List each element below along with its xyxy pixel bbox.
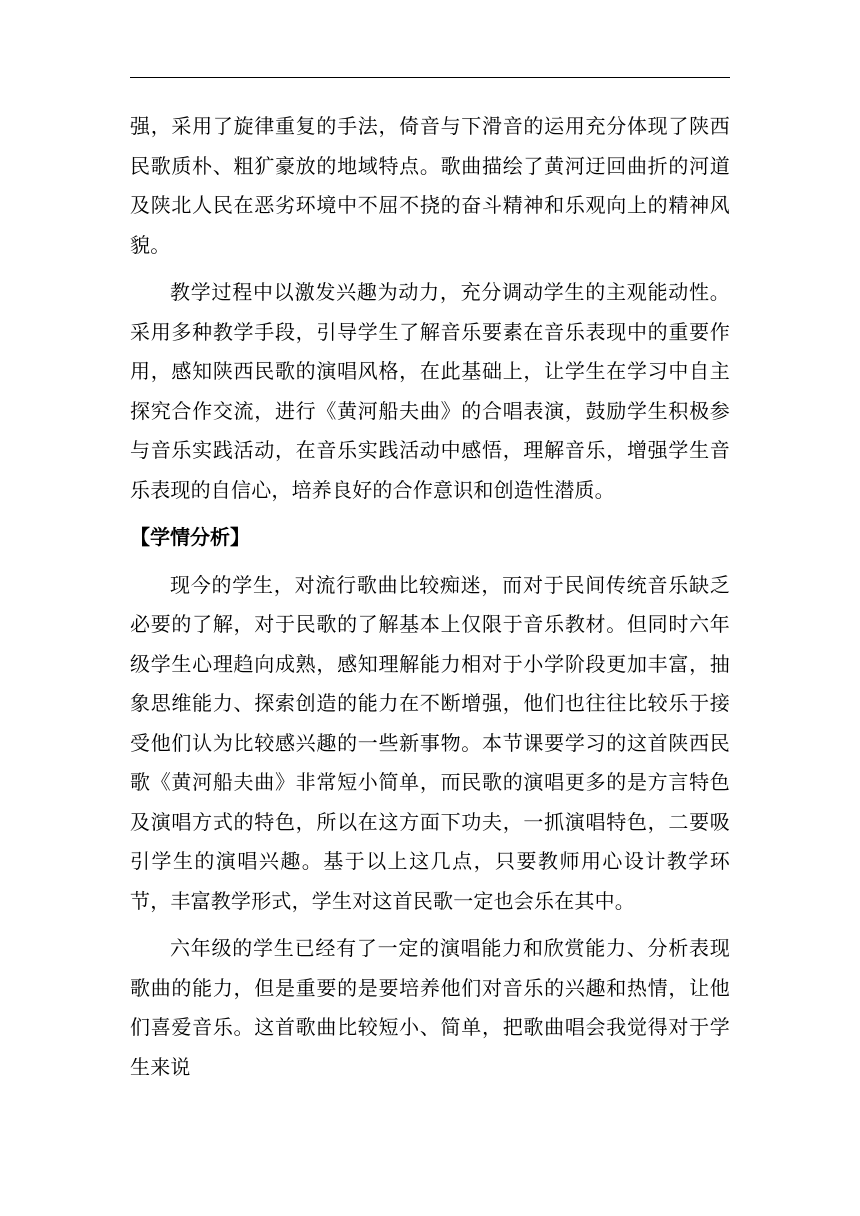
paragraph-continuation: 强，采用了旋律重复的手法，倚音与下滑音的运用充分体现了陕西民歌质朴、粗犷豪放的地域特点。歌曲描绘了黄河迂回曲折的河道及陕北人民在恶劣环境中不屈不挠的奋斗精神和乐观向上的精神风貌。 bbox=[130, 114, 730, 257]
paragraph-teaching-process: 教学过程中以激发兴趣为动力，充分调动学生的主观能动性。采用多种教学手段，引导学生了解音乐要素在音乐表现中的重要作用，感知陕西民歌的演唱风格，在此基础上，让学生在学习中自主探究合作交流，进行《黄河船夫曲》的合唱表演，鼓励学生积极参与音乐实践活动，在音乐实践活动中感悟，理解音乐，增强学生音乐表现的自信心，培养良好的合作意识和创造性潜质。 bbox=[130, 280, 730, 502]
paragraph-grade-six-students: 六年级的学生已经有了一定的演唱能力和欣赏能力、分析表现歌曲的能力，但是重要的是要培养他们对音乐的兴趣和热情，让他们喜爱音乐。这首歌曲比较短小、简单，把歌曲唱会我觉得对于学生来说 bbox=[130, 936, 730, 1079]
header-rule bbox=[130, 77, 730, 78]
section-heading-student-analysis: 【学情分析】 bbox=[130, 525, 250, 549]
document-body bbox=[130, 107, 730, 1087]
paragraph-student-analysis: 现今的学生，对流行歌曲比较痴迷，而对于民间传统音乐缺乏必要的了解，对于民歌的了解基本上仅限于音乐教材。但同时六年级学生心理趋向成熟，感知理解能力相对于小学阶段更加丰富，抽象思维能力、探索创造的能力在不断增强，他们也往往比较乐于接受他们认为比较感兴趣的一些新事物。本节课要学习的这首陕西民歌《黄河船夫曲》非常短小简单，而民歌的演唱更多的是方言特色及演唱方式的特色，所以在这方面下功夫，一抓演唱特色，二要吸引学生的演唱兴趣。基于以上这几点，只要教师用心设计教学环节，丰富教学形式，学生对这首民歌一定也会乐在其中。 bbox=[130, 572, 730, 913]
